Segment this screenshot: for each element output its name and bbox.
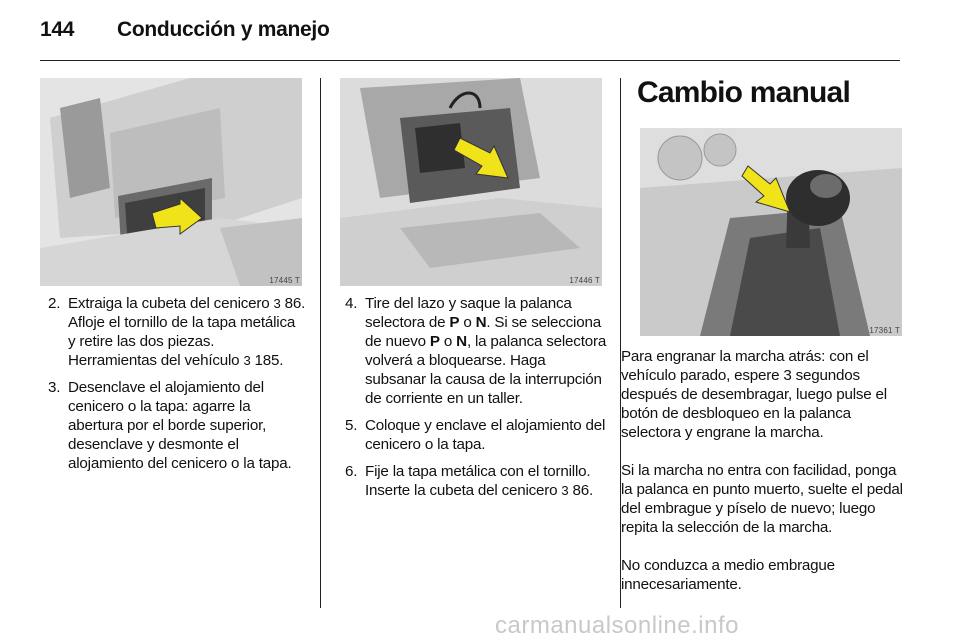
steps-list-middle [345, 294, 607, 508]
step-item [345, 462, 607, 500]
page-title: Conducción y manejo [117, 18, 330, 41]
step-text: Extraiga la cubeta del cenicero [68, 295, 274, 312]
step-item [345, 416, 607, 454]
page-reference[interactable]: 185 [254, 352, 280, 369]
step-text: Tire del lazo y saque la palanca selectora de [365, 295, 572, 331]
step-number: 3. [48, 379, 61, 396]
gear-position-label: N [475, 314, 487, 331]
step-text: Desenclave el alojamiento del cenicero o la tapa: agarre la abertura por el borde superior, desenclave y desmonte el alojamiento del cenicero o la tapa. [68, 379, 292, 472]
steps-list-left [48, 294, 306, 481]
step-text: Fije la tapa metálica con el tornillo. Inserte la cubeta del cenicero [365, 463, 591, 499]
figure-gear-knob [640, 128, 902, 336]
step-number: 2. [48, 295, 61, 312]
step-text: o [459, 314, 476, 331]
gear-position-label: P [429, 333, 440, 350]
step-text: o [439, 333, 457, 350]
page-reference[interactable]: 86 [572, 482, 589, 499]
step-number: 5. [345, 417, 358, 434]
body-paragraph: Si la marcha no entra con facilidad, ponga la palanca en punto muerto, suelte el pedal del embrague y píselo de nuevo; luego repita la selección de la marcha. [621, 462, 903, 536]
step-text: . [588, 482, 594, 499]
step-text: Coloque y enclave el alojamiento del cenicero o la tapa. [365, 417, 606, 453]
body-paragraph: Para engranar la marcha atrás: con el vehículo parado, espere 3 segundos después de desembragar, luego pulse el botón de desbloqueo en la palanca selectora y engrane la marcha. [621, 348, 887, 441]
step-text: . Si se selecciona de nuevo [365, 314, 601, 350]
step-number: 4. [345, 295, 358, 312]
page-reference[interactable]: 86 [284, 295, 302, 312]
cross-reference-icon[interactable]: 3 [243, 353, 251, 368]
figure-code: 17445 T [269, 276, 300, 285]
step-number: 6. [345, 463, 358, 480]
gear-position-label: P [449, 314, 460, 331]
cross-reference-icon[interactable]: 3 [561, 483, 569, 498]
page-number: 144 [40, 18, 75, 41]
step-text: . Afloje el tornillo de la tapa metálica y retire las dos piezas. Herramientas del vehículo [68, 295, 306, 369]
watermark: carmanualsonline.info [495, 612, 739, 639]
figure-ashtray [40, 78, 302, 286]
selector-lever-illustration [340, 78, 602, 286]
gear-knob-illustration [640, 128, 902, 336]
gear-position-label: N [456, 333, 467, 350]
header-rule [40, 60, 900, 61]
step-item [48, 378, 306, 473]
figure-code: 17361 T [869, 326, 900, 335]
step-item [48, 294, 306, 370]
column-divider-left [320, 78, 321, 608]
figure-selector-lever [340, 78, 602, 286]
step-text: , la palanca selectora volverá a bloquearse. Haga subsanar la causa de la interrupción de corriente en un taller. [365, 333, 607, 407]
step-text: . [279, 352, 284, 369]
body-paragraph: No conduzca a medio embrague innecesariamente. [621, 557, 835, 593]
cross-reference-icon[interactable]: 3 [273, 296, 281, 311]
step-item [345, 294, 607, 408]
ashtray-illustration [40, 78, 302, 286]
section-title: Cambio manual [637, 76, 850, 109]
figure-code: 17446 T [569, 276, 600, 285]
